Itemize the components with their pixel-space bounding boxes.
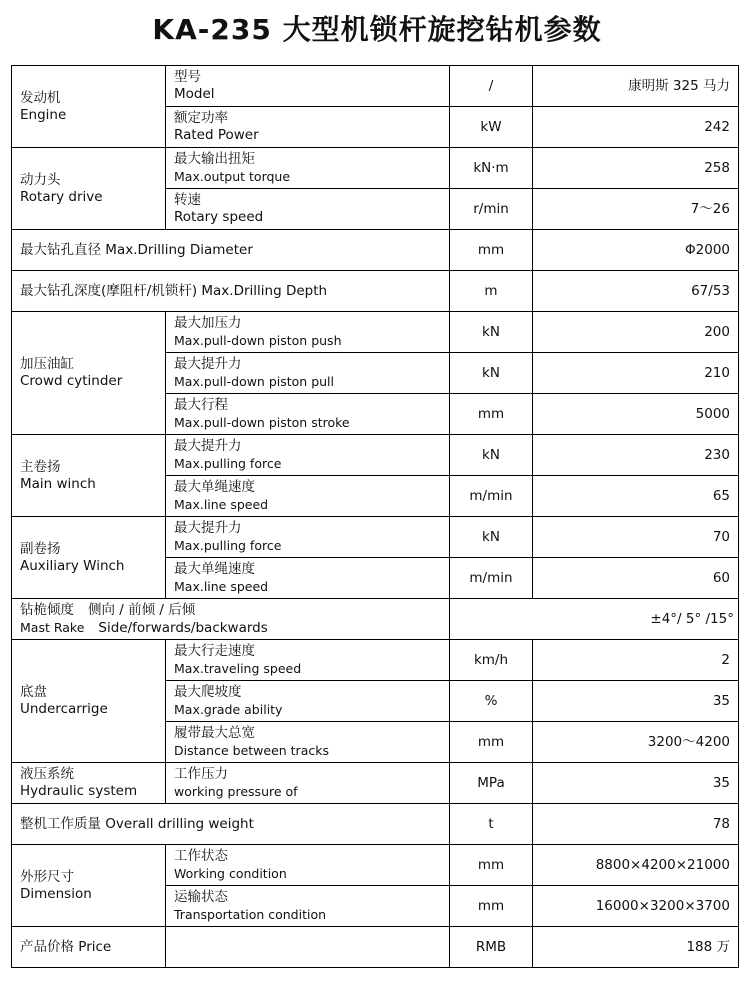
param-main-force: 最大提升力 Max.pulling force — [166, 435, 450, 476]
value-weight: 78 — [533, 804, 739, 845]
empty-cell — [166, 927, 450, 968]
param-pressure: 工作压力 working pressure of — [166, 763, 450, 804]
param-diameter: 最大钻孔直径 Max.Drilling Diameter — [12, 230, 450, 271]
value-aux-line: 60 — [533, 558, 739, 599]
value-model: 康明斯 325 马力 — [533, 66, 739, 107]
value-aux-force: 70 — [533, 517, 739, 558]
value-stroke: 5000 — [533, 394, 739, 435]
param-weight: 整机工作质量 Overall drilling weight — [12, 804, 450, 845]
unit-rotary-speed: r/min — [450, 189, 533, 230]
table-row — [12, 148, 739, 189]
value-main-force: 230 — [533, 435, 739, 476]
unit-weight: t — [450, 804, 533, 845]
param-model: 型号 Model — [166, 66, 450, 107]
param-price: 产品价格 Price — [12, 927, 166, 968]
unit-rated-power: kW — [450, 107, 533, 148]
table-row — [12, 435, 739, 476]
table-row — [12, 312, 739, 353]
value-torque: 258 — [533, 148, 739, 189]
table-row — [12, 230, 739, 271]
category-rotary: 动力头 Rotary drive — [12, 148, 166, 230]
param-push: 最大加压力 Max.pull-down piston push — [166, 312, 450, 353]
value-rated-power: 242 — [533, 107, 739, 148]
param-transport: 运输状态 Transportation condition — [166, 886, 450, 927]
value-pressure: 35 — [533, 763, 739, 804]
param-tracks: 履带最大总宽 Distance between tracks — [166, 722, 450, 763]
unit-aux-line: m/min — [450, 558, 533, 599]
table-row — [12, 927, 739, 968]
param-torque: 最大输出扭矩 Max.output torque — [166, 148, 450, 189]
unit-tracks: mm — [450, 722, 533, 763]
table-row — [12, 640, 739, 681]
param-main-line: 最大单绳速度 Max.line speed — [166, 476, 450, 517]
unit-pull: kN — [450, 353, 533, 394]
param-mast-rake: 钻桅倾度 侧向 / 前倾 / 后倾 Mast Rake Side/forwards/backwards — [12, 599, 450, 640]
value-mast-rake: ±4°/ 5° /15° — [450, 599, 739, 640]
param-grade: 最大爬坡度 Max.grade ability — [166, 681, 450, 722]
category-undercarriage: 底盘 Undercarrige — [12, 640, 166, 763]
unit-grade: % — [450, 681, 533, 722]
category-main-winch: 主卷扬 Main winch — [12, 435, 166, 517]
value-rotary-speed: 7～26 — [533, 189, 739, 230]
table-row — [12, 804, 739, 845]
param-depth: 最大钻孔深度(摩阻杆/机锁杆) Max.Drilling Depth — [12, 271, 450, 312]
value-push: 200 — [533, 312, 739, 353]
unit-price: RMB — [450, 927, 533, 968]
unit-push: kN — [450, 312, 533, 353]
spec-table — [11, 65, 739, 968]
value-travel: 2 — [533, 640, 739, 681]
category-engine: 发动机 Engine — [12, 66, 166, 148]
param-rotary-speed: 转速 Rotary speed — [166, 189, 450, 230]
value-tracks: 3200～4200 — [533, 722, 739, 763]
unit-working: mm — [450, 845, 533, 886]
param-rated-power: 额定功率 Rated Power — [166, 107, 450, 148]
param-stroke: 最大行程 Max.pull-down piston stroke — [166, 394, 450, 435]
category-dimension: 外形尺寸 Dimension — [12, 845, 166, 927]
table-row — [12, 763, 739, 804]
category-crowd: 加压油缸 Crowd cytinder — [12, 312, 166, 435]
param-aux-line: 最大单绳速度 Max.line speed — [166, 558, 450, 599]
value-working: 8800×4200×21000 — [533, 845, 739, 886]
unit-diameter: mm — [450, 230, 533, 271]
page-title: KA-235 大型机锁杆旋挖钻机参数 — [152, 13, 602, 46]
unit-stroke: mm — [450, 394, 533, 435]
table-row — [12, 271, 739, 312]
param-pull: 最大提升力 Max.pull-down piston pull — [166, 353, 450, 394]
param-aux-force: 最大提升力 Max.pulling force — [166, 517, 450, 558]
value-transport: 16000×3200×3700 — [533, 886, 739, 927]
unit-depth: m — [450, 271, 533, 312]
param-travel: 最大行走速度 Max.traveling speed — [166, 640, 450, 681]
value-main-line: 65 — [533, 476, 739, 517]
category-hydraulic: 液压系统 Hydraulic system — [12, 763, 166, 804]
unit-torque: kN·m — [450, 148, 533, 189]
param-working: 工作状态 Working condition — [166, 845, 450, 886]
unit-pressure: MPa — [450, 763, 533, 804]
table-row — [12, 66, 739, 107]
value-diameter: Φ2000 — [533, 230, 739, 271]
unit-transport: mm — [450, 886, 533, 927]
table-row — [12, 845, 739, 886]
unit-aux-force: kN — [450, 517, 533, 558]
unit-main-line: m/min — [450, 476, 533, 517]
value-pull: 210 — [533, 353, 739, 394]
table-row — [12, 599, 739, 640]
unit-travel: km/h — [450, 640, 533, 681]
table-row — [12, 517, 739, 558]
value-depth: 67/53 — [533, 271, 739, 312]
category-aux-winch: 副卷扬 Auxiliary Winch — [12, 517, 166, 599]
unit-model: / — [450, 66, 533, 107]
value-price: 188 万 — [533, 927, 739, 968]
unit-main-force: kN — [450, 435, 533, 476]
value-grade: 35 — [533, 681, 739, 722]
